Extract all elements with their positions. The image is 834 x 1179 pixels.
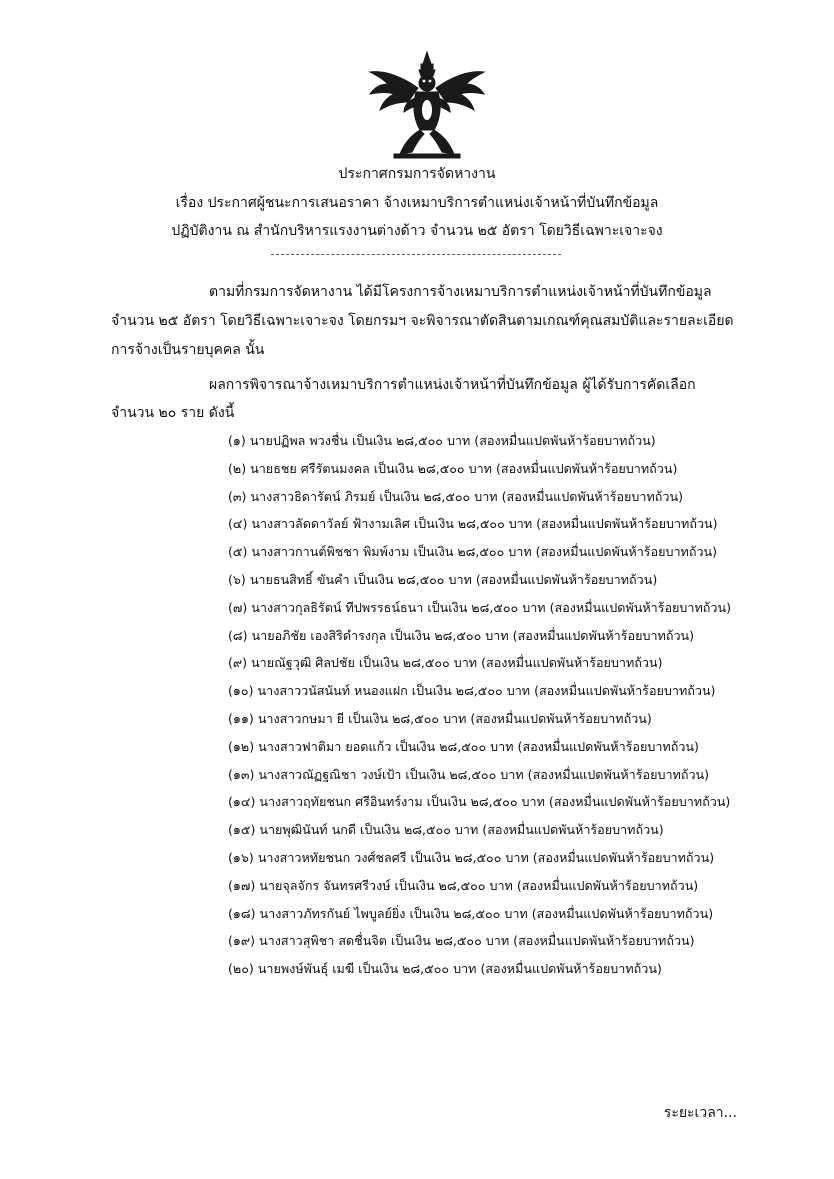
- list-item: (๓) นางสาวธิดารัตน์ ภิรมย์ เป็นเงิน ๒๘,๕๐๐ บาท (สองหมื่นแปดพันห้าร้อยบาทถ้วน): [228, 488, 684, 504]
- garuda-emblem-icon: [364, 50, 490, 160]
- list-item: (๑๘) นางสาวภัทรกันย์ ไพบูลย์ยิ่ง เป็นเงิน ๒๘,๕๐๐ บาท (สองหมื่นแปดพันห้าร้อยบาทถ้วน): [228, 905, 714, 921]
- paragraph-1-line-1: ตามที่กรมการจัดหางาน ได้มีโครงการจ้างเหมาบริการตำแหน่งเจ้าหน้าที่บันทึกข้อมูล: [209, 284, 712, 300]
- list-item: (๙) นายณัฐวุฒิ ศิลปชัย เป็นเงิน ๒๘,๕๐๐ บาท (สองหมื่นแปดพันห้าร้อยบาทถ้วน): [228, 655, 663, 671]
- list-item: (๒) นายธชย ศรีรัตนมงคล เป็นเงิน ๒๘,๕๐๐ บาท (สองหมื่นแปดพันห้าร้อยบาทถ้วน): [228, 460, 678, 476]
- list-item: (๑๔) นางสาวฤทัยชนก ศรีอินทร์งาม เป็นเงิน ๒๘,๕๐๐ บาท (สองหมื่นแปดพันห้าร้อยบาทถ้วน): [228, 794, 731, 810]
- paragraph-1-line-2: จำนวน ๒๕ อัตรา โดยวิธีเฉพาะเจาะจง โดยกรมฯ จะพิจารณาตัดสินตามเกณฑ์คุณสมบัติและรายละเอียด: [111, 313, 734, 329]
- paragraph-2-line-2: จำนวน ๒๐ ราย ดังนี้: [111, 405, 235, 421]
- list-item: (๑๐) นางสาววนัสนันท์ หนองแฝก เป็นเงิน ๒๘,๕๐๐ บาท (สองหมื่นแปดพันห้าร้อยบาทถ้วน): [228, 683, 716, 699]
- winners-list: [228, 427, 731, 983]
- announcement-title: ประกาศกรมการจัดหางาน: [338, 166, 496, 182]
- list-item: (๔) นางสาวลัดดาวัลย์ ฟ้างามเลิศ เป็นเงิน ๒๘,๕๐๐ บาท (สองหมื่นแปดพันห้าร้อยบาทถ้วน): [228, 516, 718, 532]
- header-divider: [271, 254, 561, 255]
- list-item: (๑๕) นายพุฒินันท์ นกดี เป็นเงิน ๒๘,๕๐๐ บาท (สองหมื่นแปดพันห้าร้อยบาทถ้วน): [228, 822, 664, 838]
- list-item: (๖) นายธนสิทธิ์ ขันคำ เป็นเงิน ๒๘,๕๐๐ บาท (สองหมื่นแปดพันห้าร้อยบาทถ้วน): [228, 571, 658, 587]
- subject-line-2: ปฏิบัติงาน ณ สำนักบริหารแรงงานต่างด้าว จำนวน ๒๕ อัตรา โดยวิธีเฉพาะเจาะจง: [171, 223, 663, 239]
- subject-line-1: เรื่อง ประกาศผู้ชนะการเสนอราคา จ้างเหมาบริการตำแหน่งเจ้าหน้าที่บันทึกข้อมูล: [175, 195, 659, 211]
- paragraph-2-line-1: ผลการพิจารณาจ้างเหมาบริการตำแหน่งเจ้าหน้าที่บันทึกข้อมูล ผู้ได้รับการคัดเลือก: [209, 377, 696, 393]
- list-item: (๕) นางสาวกานต์พิชชา พิมพ์งาม เป็นเงิน ๒๘,๕๐๐ บาท (สองหมื่นแปดพันห้าร้อยบาทถ้วน): [228, 544, 718, 560]
- list-item: (๗) นางสาวกุลธิรัตน์ ทีปพรรธน์ธนา เป็นเงิน ๒๘,๕๐๐ บาท (สองหมื่นแปดพันห้าร้อยบาทถ้วน): [228, 599, 731, 615]
- continuation-text: ระยะเวลา...: [663, 1105, 737, 1121]
- list-item: (๑๒) นางสาวฟาติมา ยอดแก้ว เป็นเงิน ๒๘,๕๐๐ บาท (สองหมื่นแปดพันห้าร้อยบาทถ้วน): [228, 738, 699, 754]
- list-item: (๑๙) นางสาวสุพิชา สดชื่นจิต เป็นเงิน ๒๘,๕๐๐ บาท (สองหมื่นแปดพันห้าร้อยบาทถ้วน): [228, 933, 695, 949]
- list-item: (๒๐) นายพงษ์พันธุ์ เมฆี เป็นเงิน ๒๘,๕๐๐ บาท (สองหมื่นแปดพันห้าร้อยบาทถ้วน): [228, 961, 662, 977]
- paragraph-1-line-3: การจ้างเป็นรายบุคคล นั้น: [111, 342, 265, 358]
- list-item: (๑๗) นายจุลจักร จันทรศรีวงษ์ เป็นเงิน ๒๘,๕๐๐ บาท (สองหมื่นแปดพันห้าร้อยบาทถ้วน): [228, 877, 699, 893]
- list-item: (๑) นายปฏิพล พวงชื่น เป็นเงิน ๒๘,๕๐๐ บาท (สองหมื่นแปดพันห้าร้อยบาทถ้วน): [228, 433, 656, 448]
- list-item: (๑๓) นางสาวณัฏฐณิชา วงษ์เป้า เป็นเงิน ๒๘,๕๐๐ บาท (สองหมื่นแปดพันห้าร้อยบาทถ้วน): [228, 766, 710, 782]
- list-item: (๘) นายอภิชัย เองสิริดำรงกุล เป็นเงิน ๒๘,๕๐๐ บาท (สองหมื่นแปดพันห้าร้อยบาทถ้วน): [228, 627, 695, 643]
- list-item: (๑๑) นางสาวกษมา ยี เป็นเงิน ๒๘,๕๐๐ บาท (สองหมื่นแปดพันห้าร้อยบาทถ้วน): [228, 710, 652, 726]
- list-item: (๑๖) นางสาวหทัยชนก วงศ์ชลศรี เป็นเงิน ๒๘,๕๐๐ บาท (สองหมื่นแปดพันห้าร้อยบาทถ้วน): [228, 849, 715, 865]
